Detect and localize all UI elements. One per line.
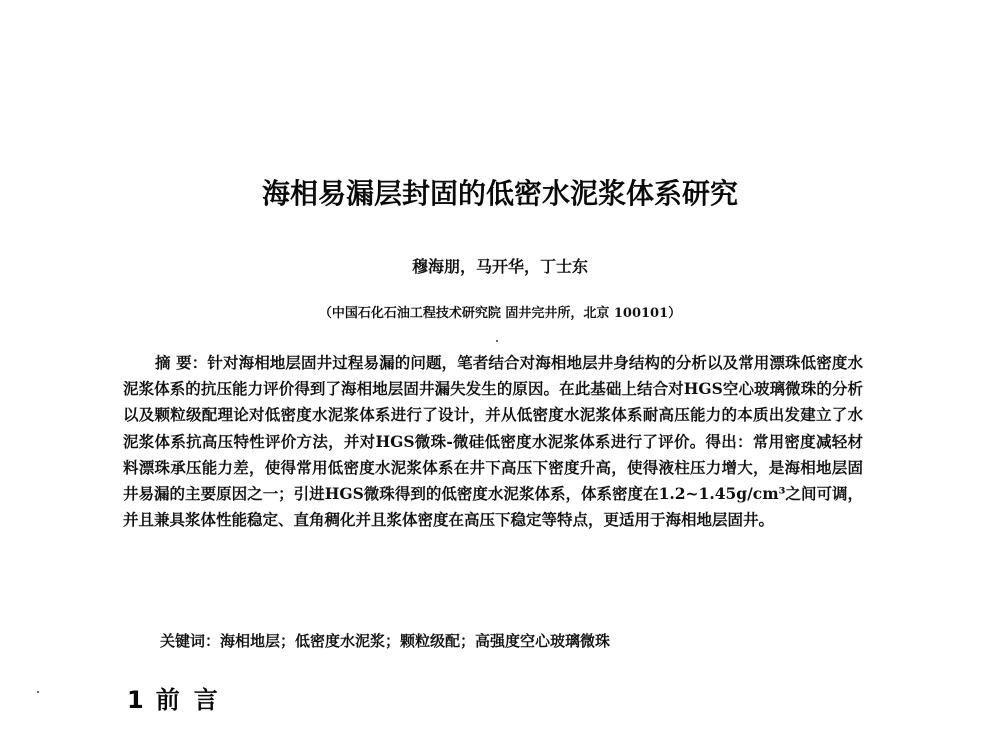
- abstract-text: 针对海相地层固井过程易漏的问题，笔者结合对海相地层井身结构的分析以及常用漂珠低密度水泥浆体系的抗压能力评价得到了海相地层固井漏失发生的原因。在此基础上结合对HGS空心玻璃微珠的分析以及颗粒级配理论对低密度水泥浆体系进行了设计，并从低密度水泥浆体系耐高压能力的本质出发建立了水泥浆体系抗高压特性评价方法，并对HGS微珠-微硅低密度水泥浆体系进行了评价。得出：常用密度减轻材料漂珠承压能力差，使得常用低密度水泥浆体系在井下高压下密度升高，使得液柱压力增大，是海相地层固井易漏的主要原因之一；引进HGS微珠得到的低密度水泥浆体系，体系密度在1.2~1.45g/cm³之间可调，并且兼具浆体性能稳定、直角稠化并且浆体密度在高压下稳定等特点，更适用于海相地层固井。: [123, 353, 863, 530]
- scan-speck: [37, 691, 39, 693]
- keywords-text: 海相地层；低密度水泥浆；颗粒级配；高强度空心玻璃微珠: [220, 632, 611, 650]
- keywords-label: 关键词：: [160, 632, 221, 650]
- abstract-label: 摘 要：: [155, 353, 208, 372]
- section-heading: [127, 680, 218, 715]
- section-title-char: 前: [155, 686, 180, 714]
- affiliation: （中国石化石油工程技术研究院 固井完井所，北京 100101）: [318, 306, 682, 321]
- paper-title: 海相易漏层封固的低密水泥浆体系研究: [261, 177, 738, 210]
- keywords: [160, 630, 610, 651]
- authors: 穆海朋，马开华，丁士东: [411, 257, 588, 276]
- scan-speck: [496, 340, 498, 342]
- section-number: 1: [127, 686, 144, 714]
- section-title-char: 言: [193, 686, 218, 714]
- abstract: [123, 350, 863, 533]
